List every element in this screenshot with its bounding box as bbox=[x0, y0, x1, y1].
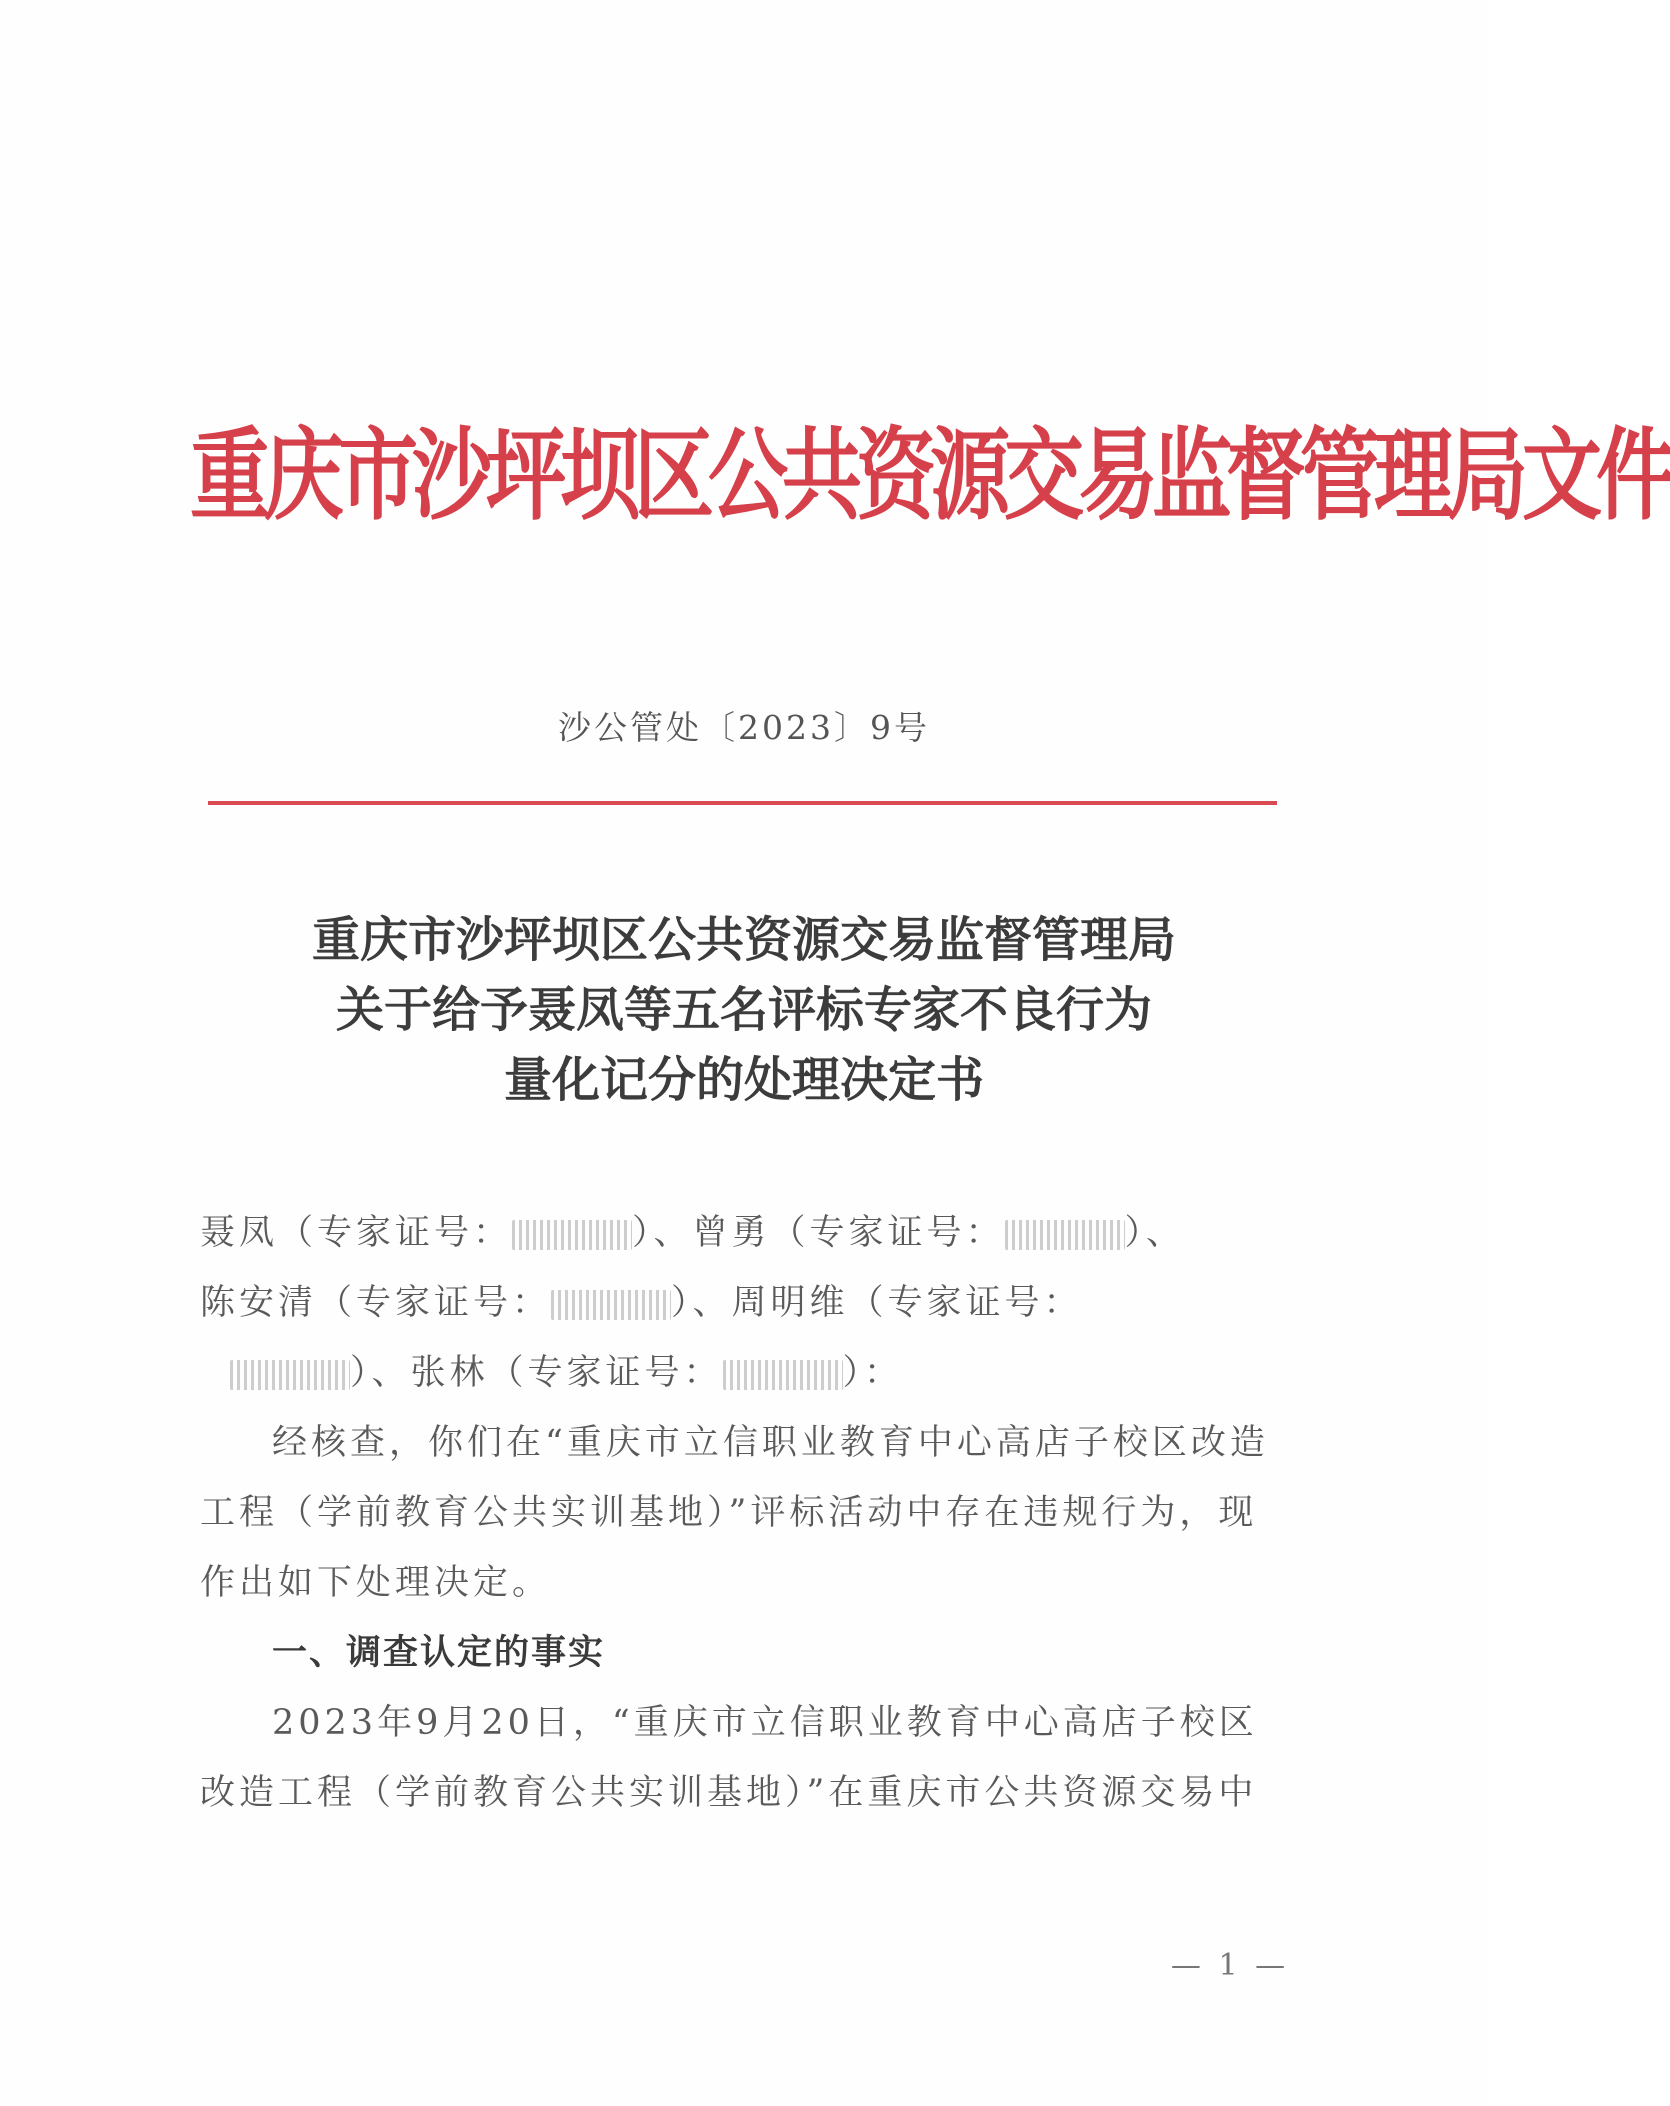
addressee-text-1: 聂凤（专家证号： bbox=[200, 1213, 513, 1253]
addressee-text-5: ）、周明维（专家证号： bbox=[671, 1283, 1083, 1323]
addressee-paragraph bbox=[200, 1198, 1290, 1408]
document-body bbox=[200, 1198, 1290, 1828]
paragraph-facts: 2023年9月20日，“重庆市立信职业教育中心高店子校区改造工程（学前教育公共实训基地）”在重庆市公共资源交易中 bbox=[200, 1703, 1258, 1813]
redacted-certificate-number bbox=[551, 1290, 671, 1320]
addressee-text-2: ）、曾勇（专家证号： bbox=[632, 1213, 1005, 1253]
paragraph-review: 经核查，你们在“重庆市立信职业教育中心高店子校区改造工程（学前教育公共实训基地）”评标活动中存在违规行为，现作出如下处理决定。 bbox=[200, 1423, 1269, 1603]
decision-title-line-3: 量化记分的处理决定书 bbox=[503, 1052, 984, 1108]
document-number: 沙公管处〔2023〕9号 bbox=[558, 708, 930, 747]
redacted-certificate-number bbox=[512, 1220, 632, 1250]
redacted-certificate-number bbox=[1005, 1220, 1125, 1250]
addressee-text-4: 陈安清（专家证号： bbox=[200, 1283, 552, 1323]
page-number: — 1 — bbox=[1170, 1948, 1290, 1983]
addressee-text-7: ）： bbox=[842, 1353, 904, 1393]
redacted-certificate-number bbox=[230, 1360, 350, 1390]
red-divider-line bbox=[208, 801, 1277, 805]
masthead-title: 重庆市沙坪坝区公共资源交易监督管理局文件 bbox=[190, 416, 1670, 534]
decision-title-line-2: 关于给予聂凤等五名评标专家不良行为 bbox=[335, 982, 1152, 1038]
section-heading-facts: 一、调查认定的事实 bbox=[272, 1633, 606, 1673]
decision-title-line-1: 重庆市沙坪坝区公共资源交易监督管理局 bbox=[311, 912, 1176, 968]
decision-title bbox=[0, 905, 1488, 1115]
redacted-certificate-number bbox=[723, 1360, 843, 1390]
addressee-text-3: ）、 bbox=[1124, 1213, 1186, 1253]
addressee-text-6: ）、张林（专家证号： bbox=[350, 1353, 723, 1393]
